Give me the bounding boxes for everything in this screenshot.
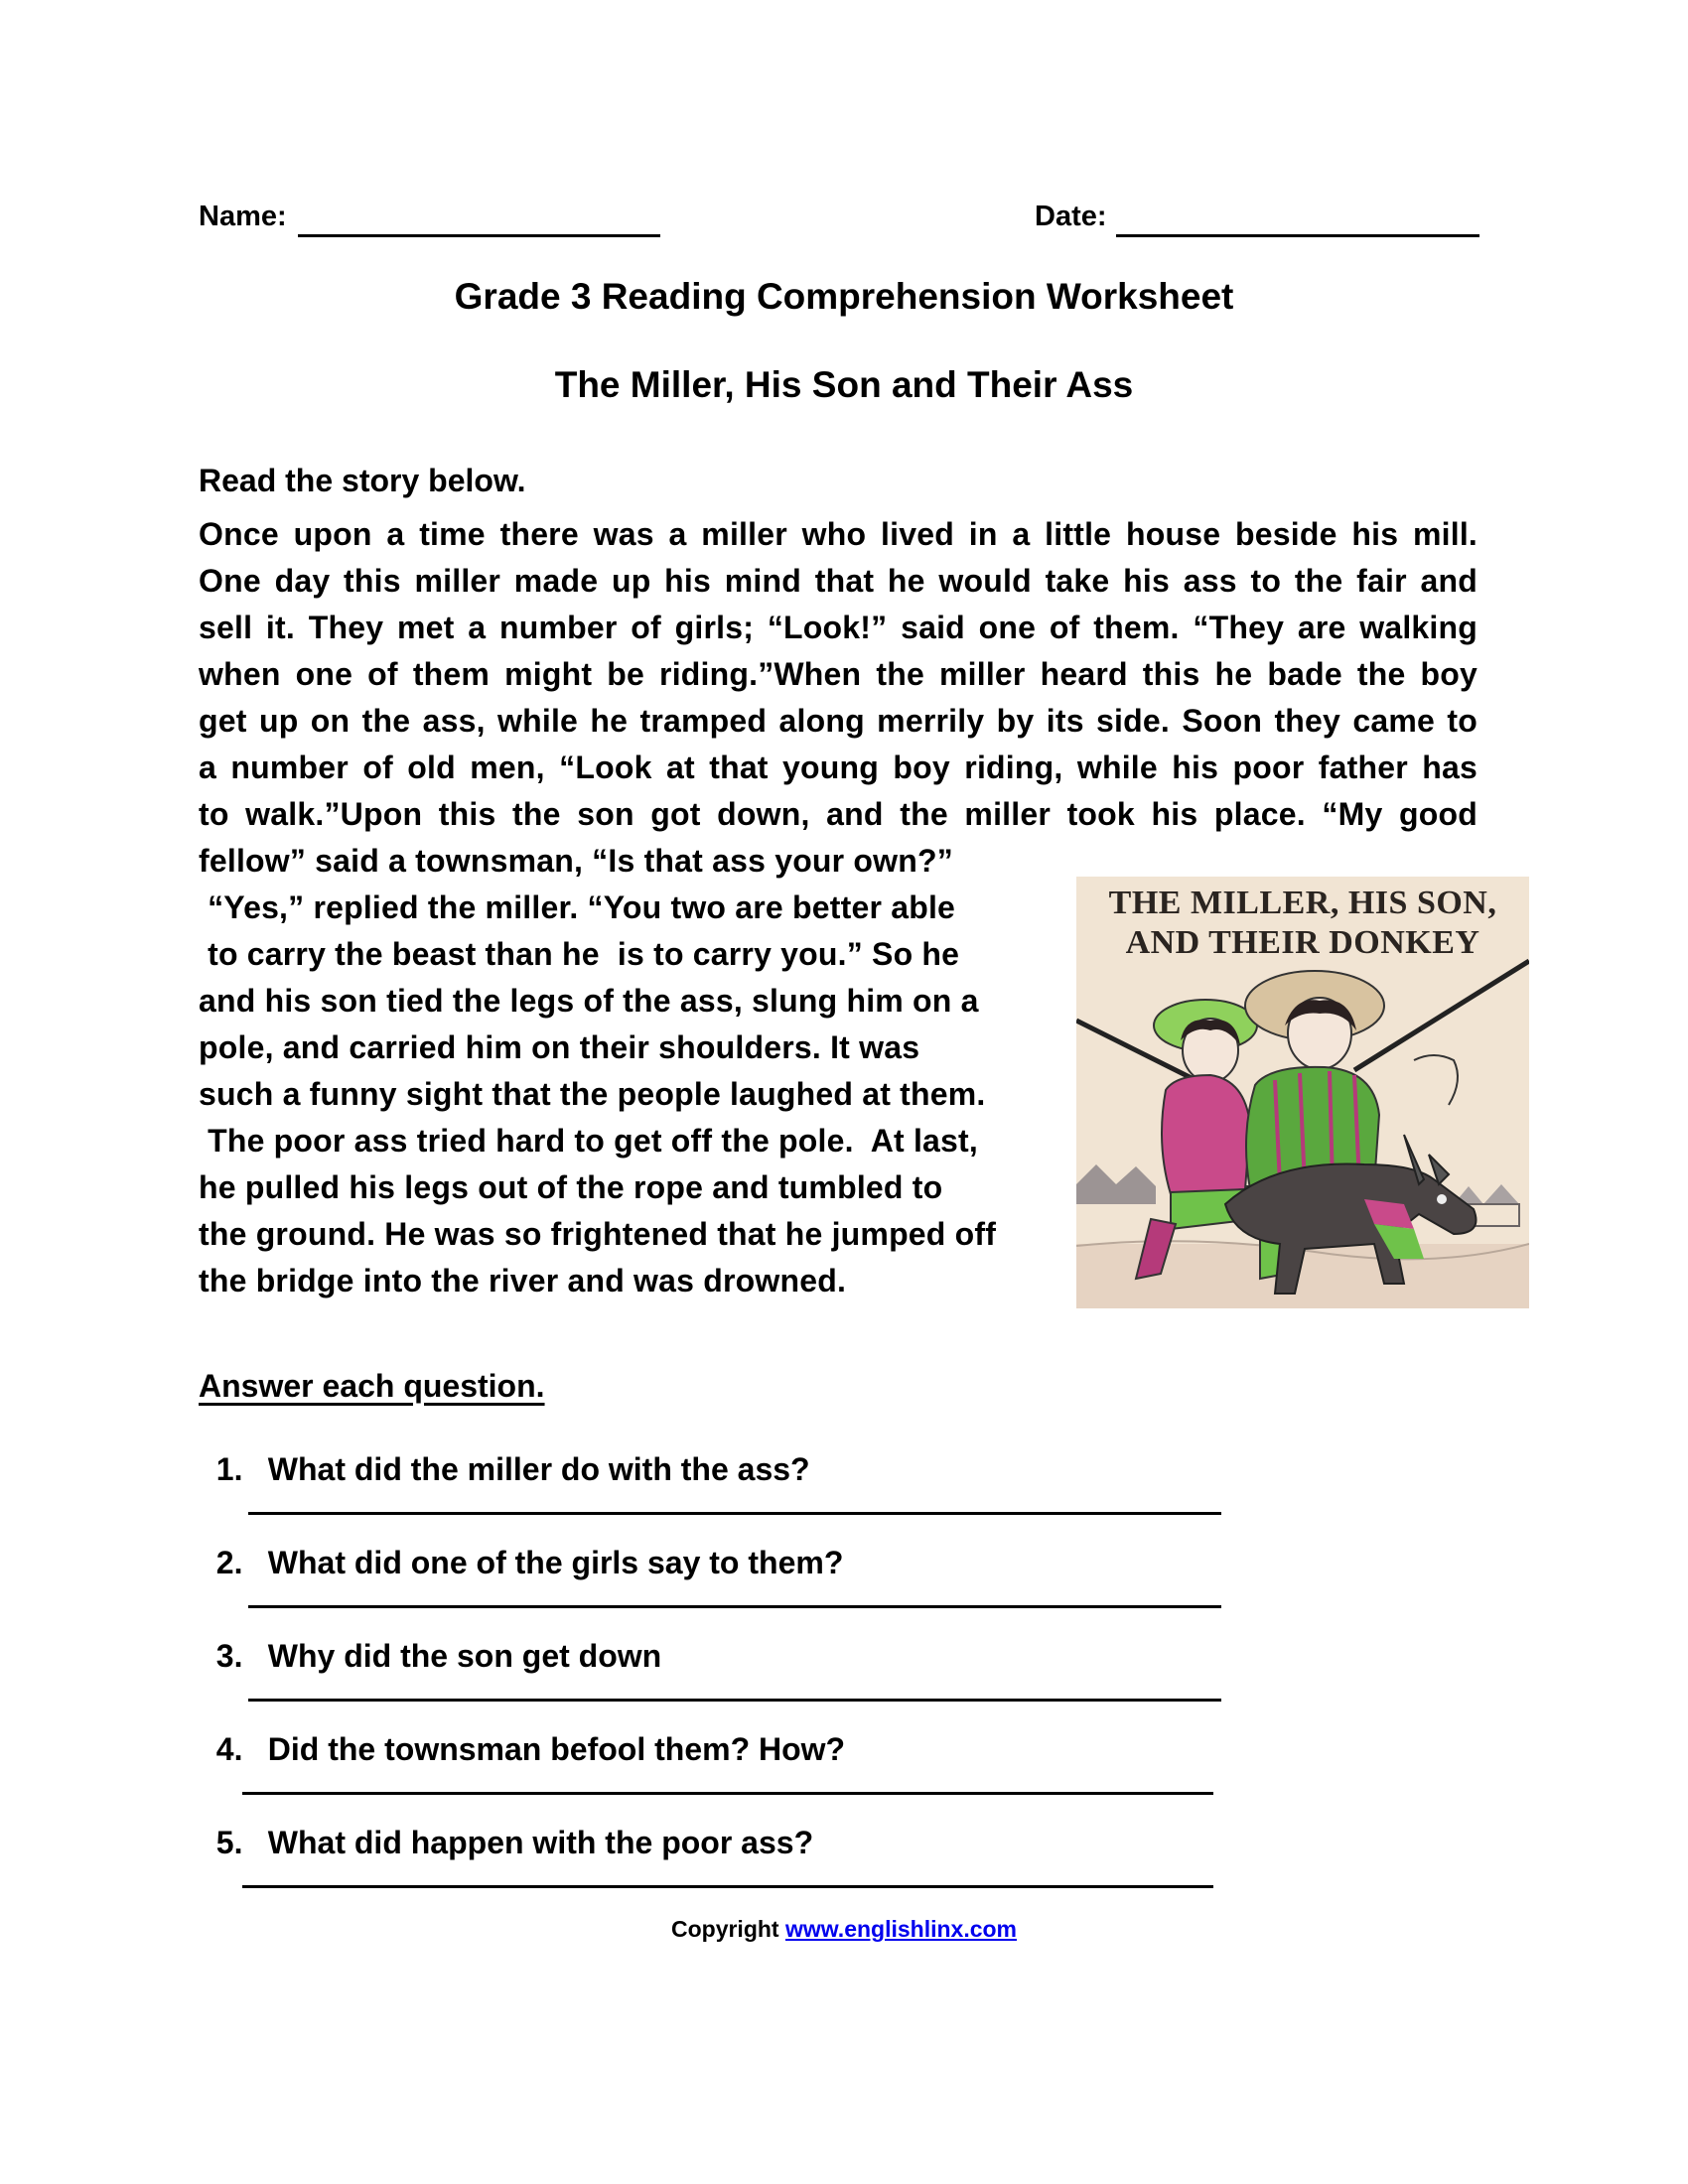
date-label: Date: [1035, 201, 1107, 232]
copyright-label: Copyright [670, 1916, 779, 1942]
story-line: to carry the beast than he is to carry you.” So he [199, 936, 960, 972]
question-2 [199, 1508, 843, 1581]
question-number: 2. [215, 1545, 243, 1580]
story-line: sell it. They met a number of girls; “Look!” said one of them. “They are walking [199, 610, 1477, 645]
answer-line-5[interactable] [242, 1885, 1213, 1888]
story-illustration [1076, 877, 1529, 1308]
question-number: 5. [215, 1825, 243, 1860]
question-5 [199, 1788, 813, 1861]
copyright-footer [0, 1916, 1688, 1943]
story-line: the bridge into the river and was drowned. [199, 1263, 847, 1298]
illustration-caption-line2: AND THEIR DONKEY [1125, 924, 1480, 961]
story-line: and his son tied the legs of the ass, slung him on a [199, 983, 979, 1019]
question-text: What did one of the girls say to them? [267, 1545, 844, 1580]
question-text: What did happen with the poor ass? [267, 1825, 814, 1860]
name-field[interactable] [298, 234, 660, 237]
miller-son-donkey-drawing [1076, 877, 1529, 1308]
question-text: Did the townsman befool them? How? [267, 1731, 846, 1767]
story-line: he pulled his legs out of the rope and tumbled to [199, 1169, 943, 1205]
question-number: 4. [215, 1731, 243, 1767]
story-line: “Yes,” replied the miller. “You two are better able [199, 889, 956, 925]
illustration-caption-line1: THE MILLER, HIS SON, [1108, 885, 1497, 921]
story-line: Once upon a time there was a miller who lived in a little house beside his mill. [199, 516, 1477, 552]
worksheet-title: Grade 3 Reading Comprehension Worksheet [454, 276, 1234, 317]
question-number: 3. [215, 1638, 243, 1674]
question-number: 1. [215, 1451, 243, 1487]
question-text: Why did the son get down [267, 1638, 662, 1674]
story-line: a number of old men, “Look at that young boy riding, while his poor father has [199, 750, 1477, 785]
question-3 [199, 1601, 661, 1675]
story-line: when one of them might be riding.”When the miller heard this he bade the boy [199, 656, 1477, 692]
story-line: One day this miller made up his mind that he would take his ass to the fair and [199, 563, 1477, 599]
name-label: Name: [199, 201, 287, 232]
story-line: fellow” said a townsman, “Is that ass your own?” [199, 843, 953, 879]
story-line: get up on the ass, while he tramped along merrily by its side. Soon they came to [199, 703, 1477, 739]
copyright-link[interactable]: www.englishlinx.com [784, 1916, 1018, 1942]
story-line: the ground. He was so frightened that he jumped off [199, 1216, 997, 1252]
instructions: Read the story below. [199, 463, 526, 498]
question-1 [199, 1415, 810, 1488]
story-title: The Miller, His Son and Their Ass [554, 364, 1134, 405]
question-text: What did the miller do with the ass? [267, 1451, 810, 1487]
story-line: to walk.”Upon this the son got down, and the miller took his place. “My good [199, 796, 1477, 832]
story-line: The poor ass tried hard to get off the pole. At last, [199, 1123, 978, 1159]
question-4 [199, 1695, 845, 1768]
questions-heading: Answer each question. [199, 1368, 545, 1404]
date-field[interactable] [1116, 234, 1479, 237]
story-line: such a funny sight that the people laughed at them. [199, 1076, 986, 1112]
story-line: pole, and carried him on their shoulders. It was [199, 1029, 920, 1065]
